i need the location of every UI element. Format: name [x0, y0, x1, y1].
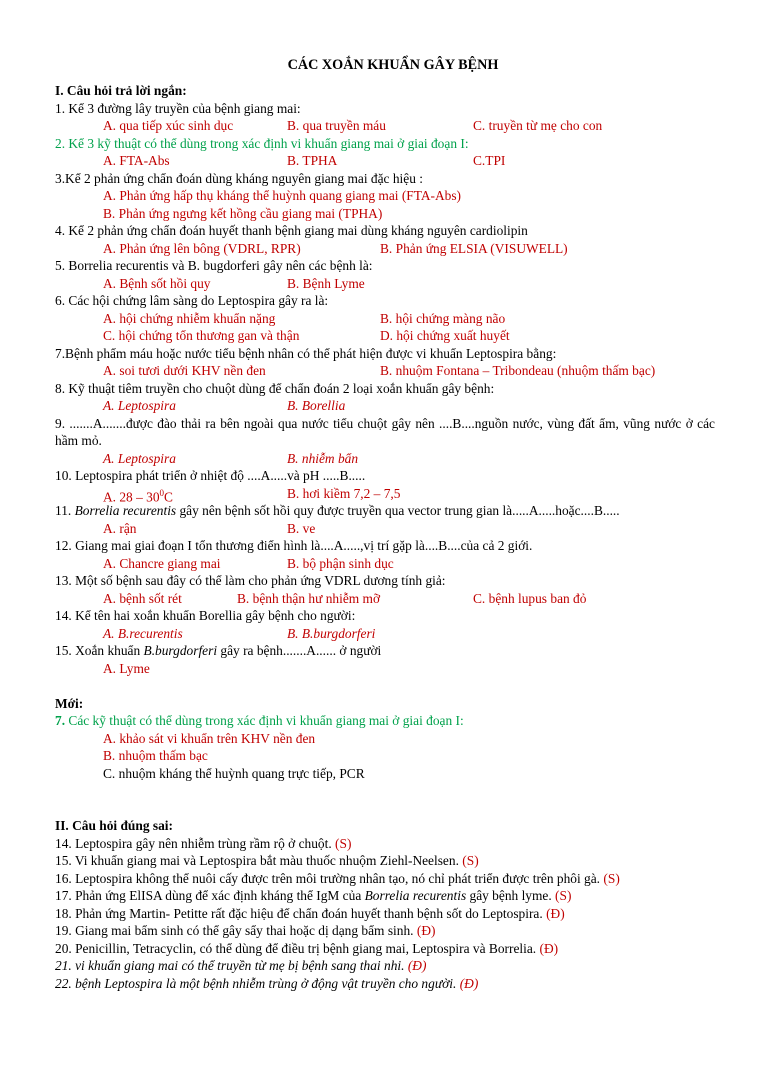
new-answer-a: A. khảo sát vi khuẩn trên KHV nền đen	[103, 730, 316, 746]
tf-item: 18. Phản ứng Martin- Petitte rất đặc hiệu để chẩn đoán huyết thanh bệnh sốt do Leptospira. (Đ)	[55, 905, 565, 921]
tf-item: 15. Vi khuẩn giang mai và Leptospira bắt màu thuốc nhuộm Ziehl-Neelsen. (S)	[55, 853, 479, 868]
answer-row-10	[55, 485, 715, 503]
answer-4b: B. Phản ứng ELSIA (VISUWELL)	[380, 240, 568, 256]
answer-row-6b	[55, 327, 715, 345]
section-2-heading: II. Câu hỏi đúng sai:	[55, 818, 173, 833]
answer-row-7	[55, 362, 715, 380]
document-page	[55, 54, 715, 992]
answer-6a: A. hội chứng nhiễm khuẩn nặng	[103, 310, 276, 326]
answer-3b: B. Phản ứng ngưng kết hồng cầu giang mai (TPHA)	[103, 205, 383, 221]
answer-5b: B. Bệnh Lyme	[287, 275, 365, 291]
answer-row-12	[55, 555, 715, 573]
tf-item: 16. Leptospira không thể nuôi cấy được trên môi trường nhân tạo, nó chỉ phát triển được trên phôi gà. (S)	[55, 870, 620, 886]
tf-answer: (Đ)	[416, 923, 436, 938]
answer-11b: B. ve	[287, 520, 316, 536]
answer-6d: D. hội chứng xuất huyết	[380, 328, 510, 343]
tf-answer: (Đ)	[546, 905, 565, 921]
answer-row-9	[55, 450, 715, 468]
answer-row-2	[55, 152, 715, 170]
question-6: 6. Các hội chứng lâm sàng do Leptospira gây ra là:	[55, 293, 329, 308]
answer-13a: A. bệnh sốt rét	[103, 590, 182, 606]
answer-7b: B. nhuộm Fontana – Tribondeau (nhuộm thấm bạc)	[380, 363, 656, 378]
tf-answer: (S)	[555, 888, 572, 903]
answer-9b: B. nhiễm bẩn	[287, 450, 359, 466]
answer-row-14	[55, 625, 715, 643]
answer-2a: A. FTA-Abs	[103, 153, 170, 168]
question-13: 13. Một số bệnh sau đây có thể làm cho phản ứng VDRL dương tính giả:	[55, 573, 446, 588]
question-15: 15. Xoắn khuẩn B.burgdorferi gây ra bệnh.......A...... ở người	[55, 643, 382, 658]
question-1: 1. Kể 3 đường lây truyền của bệnh giang mai:	[55, 100, 301, 116]
answer-row-8	[55, 397, 715, 415]
tf-answer: (Đ)	[539, 940, 559, 956]
answer-10b: B. hơi kiềm 7,2 – 7,5	[287, 485, 401, 501]
answer-13c: C. bệnh lupus ban đỏ	[473, 590, 587, 606]
tf-item: 17. Phản ứng ElISA dùng để xác định kháng thể IgM của Borrelia recurentis gây bệnh lyme. (S)	[55, 888, 572, 903]
tf-answer: (Đ)	[407, 958, 427, 973]
answer-14a: A. B.recurentis	[103, 625, 183, 641]
section-1-heading: I. Câu hỏi trả lời ngắn:	[55, 83, 187, 98]
answer-row-1	[55, 117, 715, 135]
new-answer-b: B. nhuộm thấm bạc	[103, 748, 208, 763]
answer-6b: B. hội chứng màng não	[380, 310, 506, 326]
answer-row-11	[55, 520, 715, 538]
question-4: 4. Kể 2 phản ứng chẩn đoán huyết thanh bệnh giang mai dùng kháng nguyên cardiolipin	[55, 223, 528, 238]
answer-10a: A. $28 - 30^0C$	[103, 487, 173, 504]
question-9: 9. .......A.......được đào thải ra bên ngoài qua nước tiểu chuột gây nên ....B....nguồn nước, vùng đất ẩm, vũng nước ở các hầm mỏ.	[55, 415, 715, 448]
answer-12a: A. Chancre giang mai	[103, 555, 221, 571]
answer-row-13	[55, 590, 715, 608]
answer-15a: A. Lyme	[103, 660, 150, 676]
answer-1c: C. truyền từ mẹ cho con	[473, 118, 603, 133]
answer-13b: B. bệnh thận hư nhiễm mỡ	[237, 590, 381, 606]
question-8: 8. Kỹ thuật tiêm truyền cho chuột dùng để chẩn đoán 2 loại xoắn khuẩn gây bệnh:	[55, 380, 495, 396]
tf-answer: (S)	[462, 853, 479, 868]
tf-item: 21. vi khuẩn giang mai có thể truyền từ mẹ bị bệnh sang thai nhi. (Đ)	[55, 958, 427, 973]
new-section-heading: Mới:	[55, 695, 84, 711]
tf-item: 20. Penicillin, Tetracyclin, có thể dùng để điều trị bệnh giang mai, Leptospira và Borrelia. (Đ)	[55, 940, 559, 956]
answer-14b: B. B.burgdorferi	[287, 625, 376, 641]
answer-8a: A. Leptospira	[103, 398, 176, 413]
question-2: 2. Kể 3 kỹ thuật có thể dùng trong xác định vi khuẩn giang mai ở giai đoạn I:	[55, 135, 469, 151]
answer-7a: A. soi tươi dưới KHV nền đen	[103, 363, 266, 378]
tf-item: 22. bệnh Leptospira là một bệnh nhiễm trùng ở động vật truyền cho người. (Đ)	[55, 975, 479, 991]
answer-row-5	[55, 275, 715, 293]
answer-9a: A. Leptospira	[103, 450, 176, 466]
answer-row-4	[55, 240, 715, 258]
question-5: 5. Borrelia recurentis và B. bugdorferi gây nên các bệnh là:	[55, 258, 373, 273]
tf-item: 19. Giang mai bẩm sinh có thể gây sẩy thai hoặc dị dạng bẩm sinh. (Đ)	[55, 923, 436, 938]
question-3: 3.Kể 2 phản ứng chẩn đoán dùng kháng nguyên giang mai đặc hiệu :	[55, 170, 423, 186]
question-12: 12. Giang mai giai đoạn I tổn thương điển hình là....A.....,vị trí gặp là....B....của cả 2 giới.	[55, 538, 533, 553]
tf-answer: (Đ)	[459, 975, 479, 991]
new-answer-c: C. nhuộm kháng thể huỳnh quang trực tiếp, PCR	[103, 765, 365, 781]
answer-2b: B. TPHA	[287, 153, 338, 168]
tf-item: 14. Leptospira gây nên nhiễm trùng rầm rộ ở chuột. (S)	[55, 835, 352, 851]
tf-answer: (S)	[335, 835, 352, 851]
answer-12b: B. bộ phận sinh dục	[287, 555, 394, 571]
new-question-7: 7. Các kỹ thuật có thể dùng trong xác định vi khuẩn giang mai ở giai đoạn I:	[55, 713, 464, 728]
answer-6c: C. hội chứng tổn thương gan và thận	[103, 328, 300, 343]
answer-row-6a	[55, 310, 715, 328]
question-14: 14. Kể tên hai xoắn khuẩn Borellia gây bệnh cho người:	[55, 608, 356, 623]
answer-1b: B. qua truyền máu	[287, 118, 386, 133]
answer-4a: A. Phản ứng lên bông (VDRL, RPR)	[103, 240, 301, 256]
question-10: 10. Leptospira phát triển ở nhiệt độ ....A.....và pH .....B.....	[55, 468, 366, 483]
question-7: 7.Bệnh phẩm máu hoặc nước tiểu bệnh nhân có thể phát hiện được vi khuẩn Leptospira bằng:	[55, 345, 557, 361]
question-11: 11. Borrelia recurentis gây nên bệnh sốt hồi quy được truyền qua vector trung gian là.....A.....hoặc....B.....	[55, 503, 620, 518]
answer-8b: B. Borellia	[287, 398, 346, 413]
answer-2c: C.TPI	[473, 153, 506, 168]
answer-3a: A. Phản ứng hấp thụ kháng thể huỳnh quang giang mai (FTA-Abs)	[103, 188, 462, 203]
answer-5a: A. Bệnh sốt hồi quy	[103, 275, 211, 291]
tf-answer: (S)	[603, 870, 620, 886]
answer-1a: A. qua tiếp xúc sinh dục	[103, 118, 234, 133]
page-title: CÁC XOẮN KHUẨN GÂY BỆNH	[287, 57, 499, 73]
answer-11a: A. rận	[103, 520, 137, 536]
